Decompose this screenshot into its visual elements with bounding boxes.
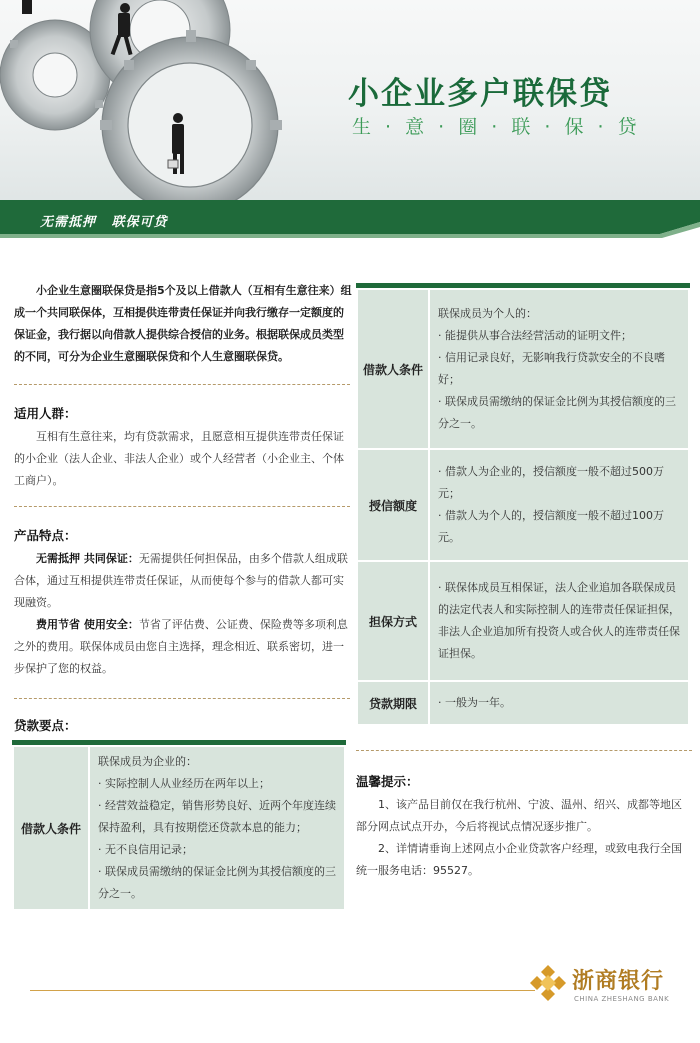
slogan-2: 联保可贷: [111, 215, 168, 230]
table-item: · 联保成员需缴纳的保证金比例为其授信额度的三分之一。: [438, 395, 676, 430]
divider: [14, 506, 350, 507]
row-content-guarantee: [429, 561, 689, 681]
audience-title: 适用人群：: [14, 406, 77, 421]
page-title: 小企业多户联保贷: [348, 76, 612, 112]
condition-item: · 实际控制人从业经历在两年以上；: [98, 777, 270, 790]
table-item: 联保成员为个人的：: [438, 307, 537, 320]
feature-2-text: 节省了评估费、公证费、保险费等多项利息之外的费用。联保体成员由您自主选择，理念相近、联系密切，进一步保护了您的权益。: [14, 618, 348, 675]
table-item: · 能提供从事合法经营活动的证明文件；: [438, 329, 632, 342]
left-borrower-table: [12, 745, 346, 911]
table-item: · 借款人为个人的，授信额度一般不超过100万元。: [438, 509, 664, 544]
tips-title: 温馨提示：: [356, 774, 419, 789]
bank-english-name: CHINA ZHESHANG BANK: [574, 995, 670, 1003]
divider: [14, 698, 350, 699]
band-slogan: [40, 211, 178, 230]
condition-item: · 联保成员需缴纳的保证金比例为其授信额度的三分之一。: [98, 865, 336, 900]
row-label-borrower: 借款人条件: [357, 289, 429, 449]
loan-points-title: 贷款要点：: [14, 718, 77, 733]
divider: [356, 750, 692, 751]
row-label-term: 贷款期限: [357, 681, 429, 725]
feature-2: [14, 614, 350, 680]
condition-item: · 经营效益稳定，销售形势良好、近两个年度连续保持盈利，具有按期偿还贷款本息的能力；: [98, 799, 336, 834]
row-label-guarantee: 担保方式: [357, 561, 429, 681]
feature-1-head: 无需抵押 共同保证：: [36, 552, 139, 565]
feature-1: [14, 548, 350, 614]
row-content-credit: [429, 449, 689, 561]
condition-item: · 无不良信用记录；: [98, 843, 193, 856]
row-content-borrower: [429, 289, 689, 449]
borrower-label: 借款人条件: [13, 746, 89, 910]
condition-item: 联保成员为企业的：: [98, 755, 197, 768]
row-content-term: [429, 681, 689, 725]
header-banner: [0, 0, 700, 205]
gears-illustration: [0, 0, 340, 205]
slogan-1: 无需抵押: [40, 215, 97, 230]
feature-2-head: 费用节省 使用安全：: [36, 618, 139, 631]
footer-line: [30, 990, 535, 991]
borrower-conditions: [89, 746, 345, 910]
bank-name: 浙商银行: [572, 968, 665, 994]
tip-2: 2、详情请垂询上述网点小企业贷款客户经理，或致电我行全国统一服务电话：95527。: [356, 842, 682, 877]
right-info-table: [356, 288, 690, 726]
table-item: · 借款人为企业的，授信额度一般不超过500万元；: [438, 465, 664, 500]
intro-paragraph: 小企业生意圈联保贷是指5个及以上借款人（互相有生意往来）组成一个共同联保体，互相提供连带责任保证并向我行缴存一定额度的保证金，我行据以向借款人提供综合授信的业务。根据联保成员类型的不同，可分为企业生意圈联保贷和个人生意圈联保贷。: [14, 284, 352, 363]
table-item: · 联保体成员互相保证，法人企业追加各联保成员的法定代表人和实际控制人的连带责任保证担保，非法人企业追加所有投资人或合伙人的连带责任保证担保。: [438, 581, 680, 660]
row-label-credit: 授信额度: [357, 449, 429, 561]
features-title: 产品特点：: [14, 528, 77, 543]
tips-block: [356, 794, 692, 882]
tip-1: 1、该产品目前仅在我行杭州、宁波、温州、绍兴、成都等地区部分网点试点开办，今后将视试点情况逐步推广。: [356, 798, 682, 833]
table-item: · 一般为一年。: [438, 696, 511, 709]
table-item: · 信用记录良好，无影响我行贷款安全的不良嗜好；: [438, 351, 665, 386]
audience-text: 互相有生意往来，均有贷款需求，且愿意相互提供连带责任保证的小企业（法人企业、非法人企业）或个人经营者（小企业主、个体工商户）。: [14, 430, 344, 487]
divider: [14, 384, 350, 385]
bank-logo-icon: [528, 963, 568, 1003]
page-subtitle: 生 · 意 · 圈 · 联 · 保 · 贷: [352, 116, 641, 138]
feature-1-text: 无需提供任何担保品，由多个借款人组成联合体，通过互相提供连带责任保证，从而使每个参与的借款人都可实现融资。: [14, 552, 348, 609]
